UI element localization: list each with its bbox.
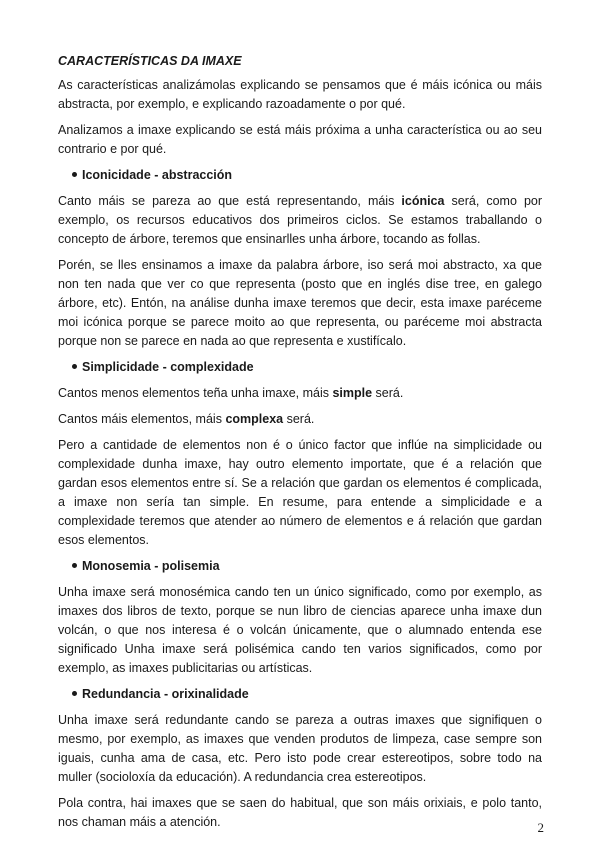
bullet-icon: [72, 563, 77, 568]
section-heading-simplicidade: [72, 358, 542, 377]
bullet-icon: [72, 691, 77, 696]
simplicidade-paragraph-2: [58, 410, 542, 429]
section-heading-text: Monosemia - polisemia: [82, 559, 220, 573]
intro-paragraph-2: Analizamos a imaxe explicando se está máis próxima a unha característica ou ao seu contrario e por qué.: [58, 123, 542, 156]
page-title: CARACTERÍSTICAS DA IMAXE: [58, 54, 242, 68]
monosemia-paragraph-1: Unha imaxe será monosémica cando ten un único significado, como por exemplo, as imaxes dos libros de texto, porque se nun libro de ciencias aparece unha imaxe dun volcán, o que nos interesa é o volcán únicamente, que o alumnado entenda ese significado Unha imaxe será polisémica cando ten varios significados, como por exemplo, as imaxes publicitarias ou artísticas.: [58, 585, 542, 675]
text-run: será.: [372, 386, 404, 400]
section-heading-iconicidade: [72, 166, 542, 185]
section-heading-text: Iconicidade - abstracción: [82, 168, 233, 182]
section-heading-text: Simplicidade - complexidade: [82, 360, 254, 374]
iconicidade-paragraph-1: [58, 192, 542, 249]
page-content: [58, 52, 542, 839]
bold-term-iconica: icónica: [401, 194, 445, 208]
text-run: será.: [283, 412, 315, 426]
simplicidade-paragraph-3: Pero a cantidade de elementos non é o único factor que inflúe na simplicidade ou complexidade dunha imaxe, hay outro elemento importate, que é a relación que gardan esos elementos entre sí. Se a relación que gardan os elementos é complicada, a imaxe non sería tan simple. En resume, para entende a simplicidade e a complexidade teremos que atender ao número de elementos e á relación que gardan esos elementos.: [58, 438, 542, 547]
page-number: 2: [537, 820, 544, 835]
section-heading-monosemia: [72, 557, 542, 576]
intro-paragraph-1: As características analizámolas explicando se pensamos que é máis icónica ou máis abstracta, por exemplo, e explicando razoadamente o por qué.: [58, 78, 542, 111]
text-run: será, como por exemplo, os recursos educativos dos primeiros ciclos. Se estamos traballando o concepto de árbore, teremos que ensinarlles unha árbore, tocando as follas.: [58, 194, 543, 246]
text-run: Cantos máis elementos, máis: [58, 412, 226, 426]
redundancia-paragraph-2: Pola contra, hai imaxes que se saen do habitual, que son máis orixiais, e polo tanto, nos chaman máis a atención.: [58, 796, 542, 829]
section-heading-text: Redundancia - orixinalidade: [82, 687, 249, 701]
bullet-icon: [72, 172, 77, 177]
bold-term-simple: simple: [332, 386, 373, 400]
simplicidade-paragraph-1: [58, 384, 542, 403]
iconicidade-paragraph-2: Porén, se lles ensinamos a imaxe da palabra árbore, iso será moi abstracto, xa que non ten nada que ver co que representa (posto que en inglés dise tree, en galego árbore, etc). Entón, na análise dunha imaxe teremos que decir, esta imaxe paréceme moi icónica porque se parece moito ao que representa, ou paréceme moi abstracta porque non se parece en nada ao que representa e xustifícalo.: [58, 258, 542, 348]
bold-term-complexa: complexa: [225, 412, 284, 426]
text-run: Cantos menos elementos teña unha imaxe, máis: [58, 386, 333, 400]
section-heading-redundancia: [72, 685, 542, 704]
redundancia-paragraph-1: Unha imaxe será redundante cando se pareza a outras imaxes que signifiquen o mesmo, por exemplo, as imaxes que venden produtos de limpeza, case sempre son iguais, cunha ama de casa, etc. Pero isto pode crear estereotipos, sobre todo na muller (socioloxía da educación). A redundancia crea estereotipos.: [58, 713, 542, 784]
bullet-icon: [72, 364, 77, 369]
text-run: Canto máis se pareza ao que está representando, máis: [58, 194, 402, 208]
